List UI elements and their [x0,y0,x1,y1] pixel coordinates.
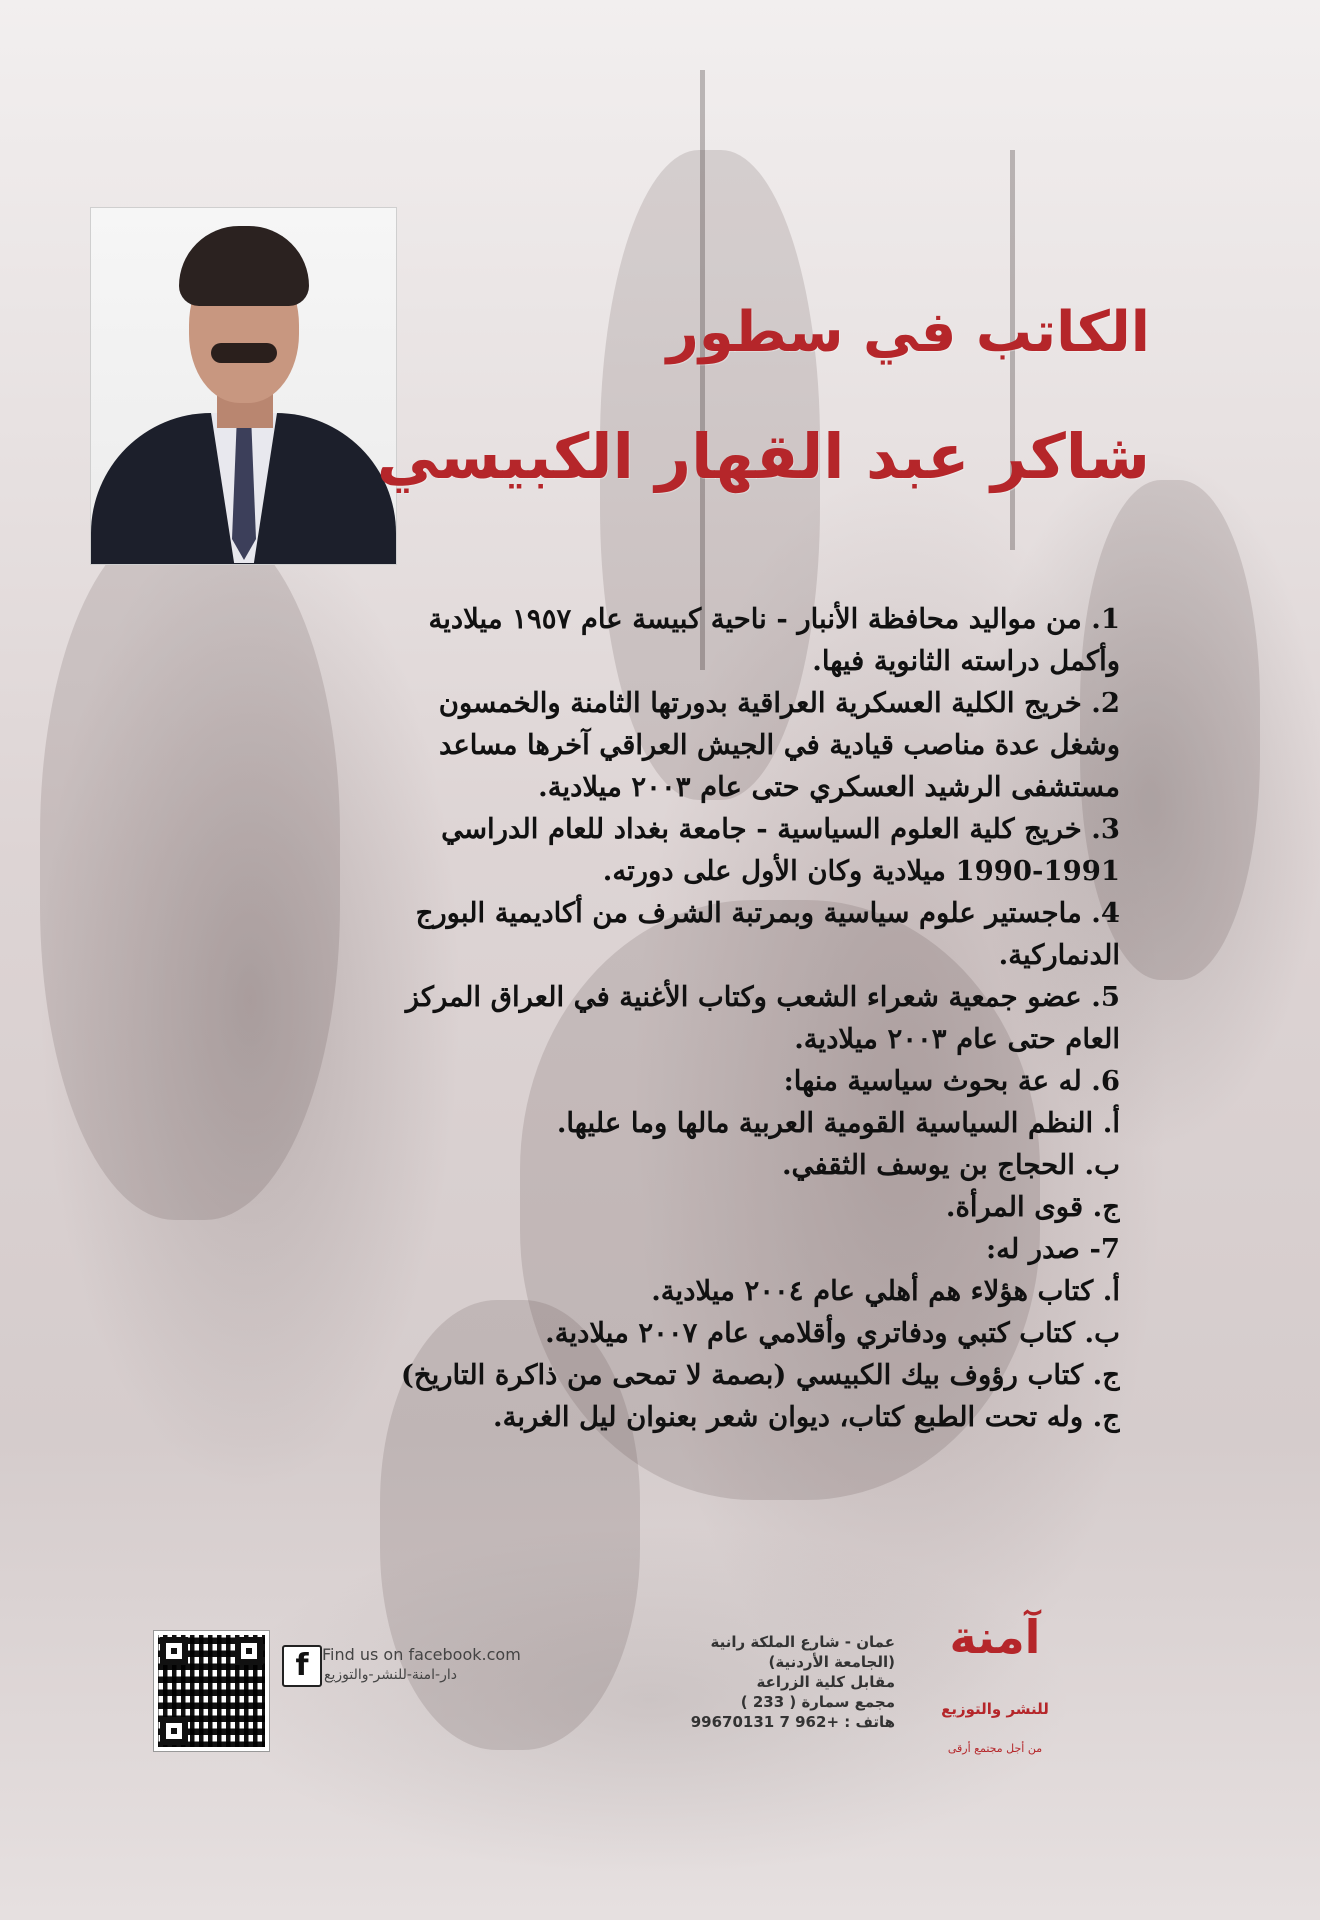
phone-line [575,1712,895,1732]
publisher-tagline: من أجل مجتمع أرقى [947,1742,1043,1755]
bio-line: وشغل عدة مناصب قيادية في الجيش العراقي آخرها مساعد [438,729,1120,761]
publisher-logo: آمنة [949,1610,1041,1664]
bio-line: مستشفى الرشيد العسكري حتى عام ٢٠٠٣ ميلادية. [538,771,1120,803]
bio-line: وأكمل دراسته الثانوية فيها. [812,645,1120,677]
bio-line: ج. وله تحت الطبع كتاب، ديوان شعر بعنوان ليل الغربة. [493,1401,1120,1433]
bio-line: 4. ماجستير علوم سياسية وبمرتبة الشرف من أكاديمية البورج [415,897,1120,929]
publisher-logo-subtitle: للنشر والتوزيع [941,1700,1049,1718]
bio-line: ب. الحجاج بن يوسف الثقفي. [781,1149,1120,1181]
address-line: مقابل كلية الزراعة [756,1673,895,1691]
phone-number: +962 7 99670131 [690,1713,840,1731]
publisher-address [575,1632,895,1732]
bio-line: 6. له عة بحوث سياسية منها: [783,1065,1120,1097]
bio-line: ج. قوى المرأة. [945,1191,1120,1223]
bio-line: ج. كتاب رؤوف بيك الكبيسي (بصمة لا تمحى من ذاكرة التاريخ) [400,1359,1120,1391]
bio-line: ب. كتاب كتبي ودفاتري وأقلامي عام ٢٠٠٧ ميلادية. [545,1317,1120,1349]
bio-line: 5. عضو جمعية شعراء الشعب وكتاب الأغنية في العراق المركز [405,981,1120,1013]
bio-line: 1. من مواليد محافظة الأنبار - ناحية كبيسة عام ١٩٥٧ ميلادية [428,603,1120,635]
qr-code [153,1630,270,1752]
bio-line: 7- صدر له: [985,1233,1120,1265]
facebook-page-name: دار-امنة-للنشر-والتوزيع [324,1667,457,1683]
bio-line: 1990-1991 ميلادية وكان الأول على دورته. [602,855,1120,887]
address-line: مجمع سمارة ( 233 ) [740,1693,895,1711]
phone-label: هاتف : [844,1713,895,1731]
author-photo [90,207,397,565]
address-line: (الجامعة الأردنية) [768,1653,895,1671]
bio-line: 3. خريج كلية العلوم السياسية - جامعة بغداد للعام الدراسي [441,813,1120,845]
bio-line: أ. النظم السياسية القومية العربية مالها وما عليها. [556,1107,1120,1139]
author-biography [70,598,1120,1438]
section-heading: الكاتب في سطور [666,300,1150,365]
author-name: شاكر عبد القهار الكبيسي [376,420,1150,493]
bio-line: 2. خريج الكلية العسكرية العراقية بدورتها الثامنة والخمسون [438,687,1120,719]
address-line: عمان - شارع الملكة رانية [710,1633,895,1651]
facebook-icon: f [282,1645,322,1687]
bio-line: أ. كتاب هؤلاء هم أهلي عام ٢٠٠٤ ميلادية. [651,1275,1120,1307]
facebook-text: Find us on facebook.com [322,1645,521,1664]
bio-line: العام حتى عام ٢٠٠٣ ميلادية. [794,1023,1120,1055]
bio-line: الدنماركية. [998,939,1120,971]
